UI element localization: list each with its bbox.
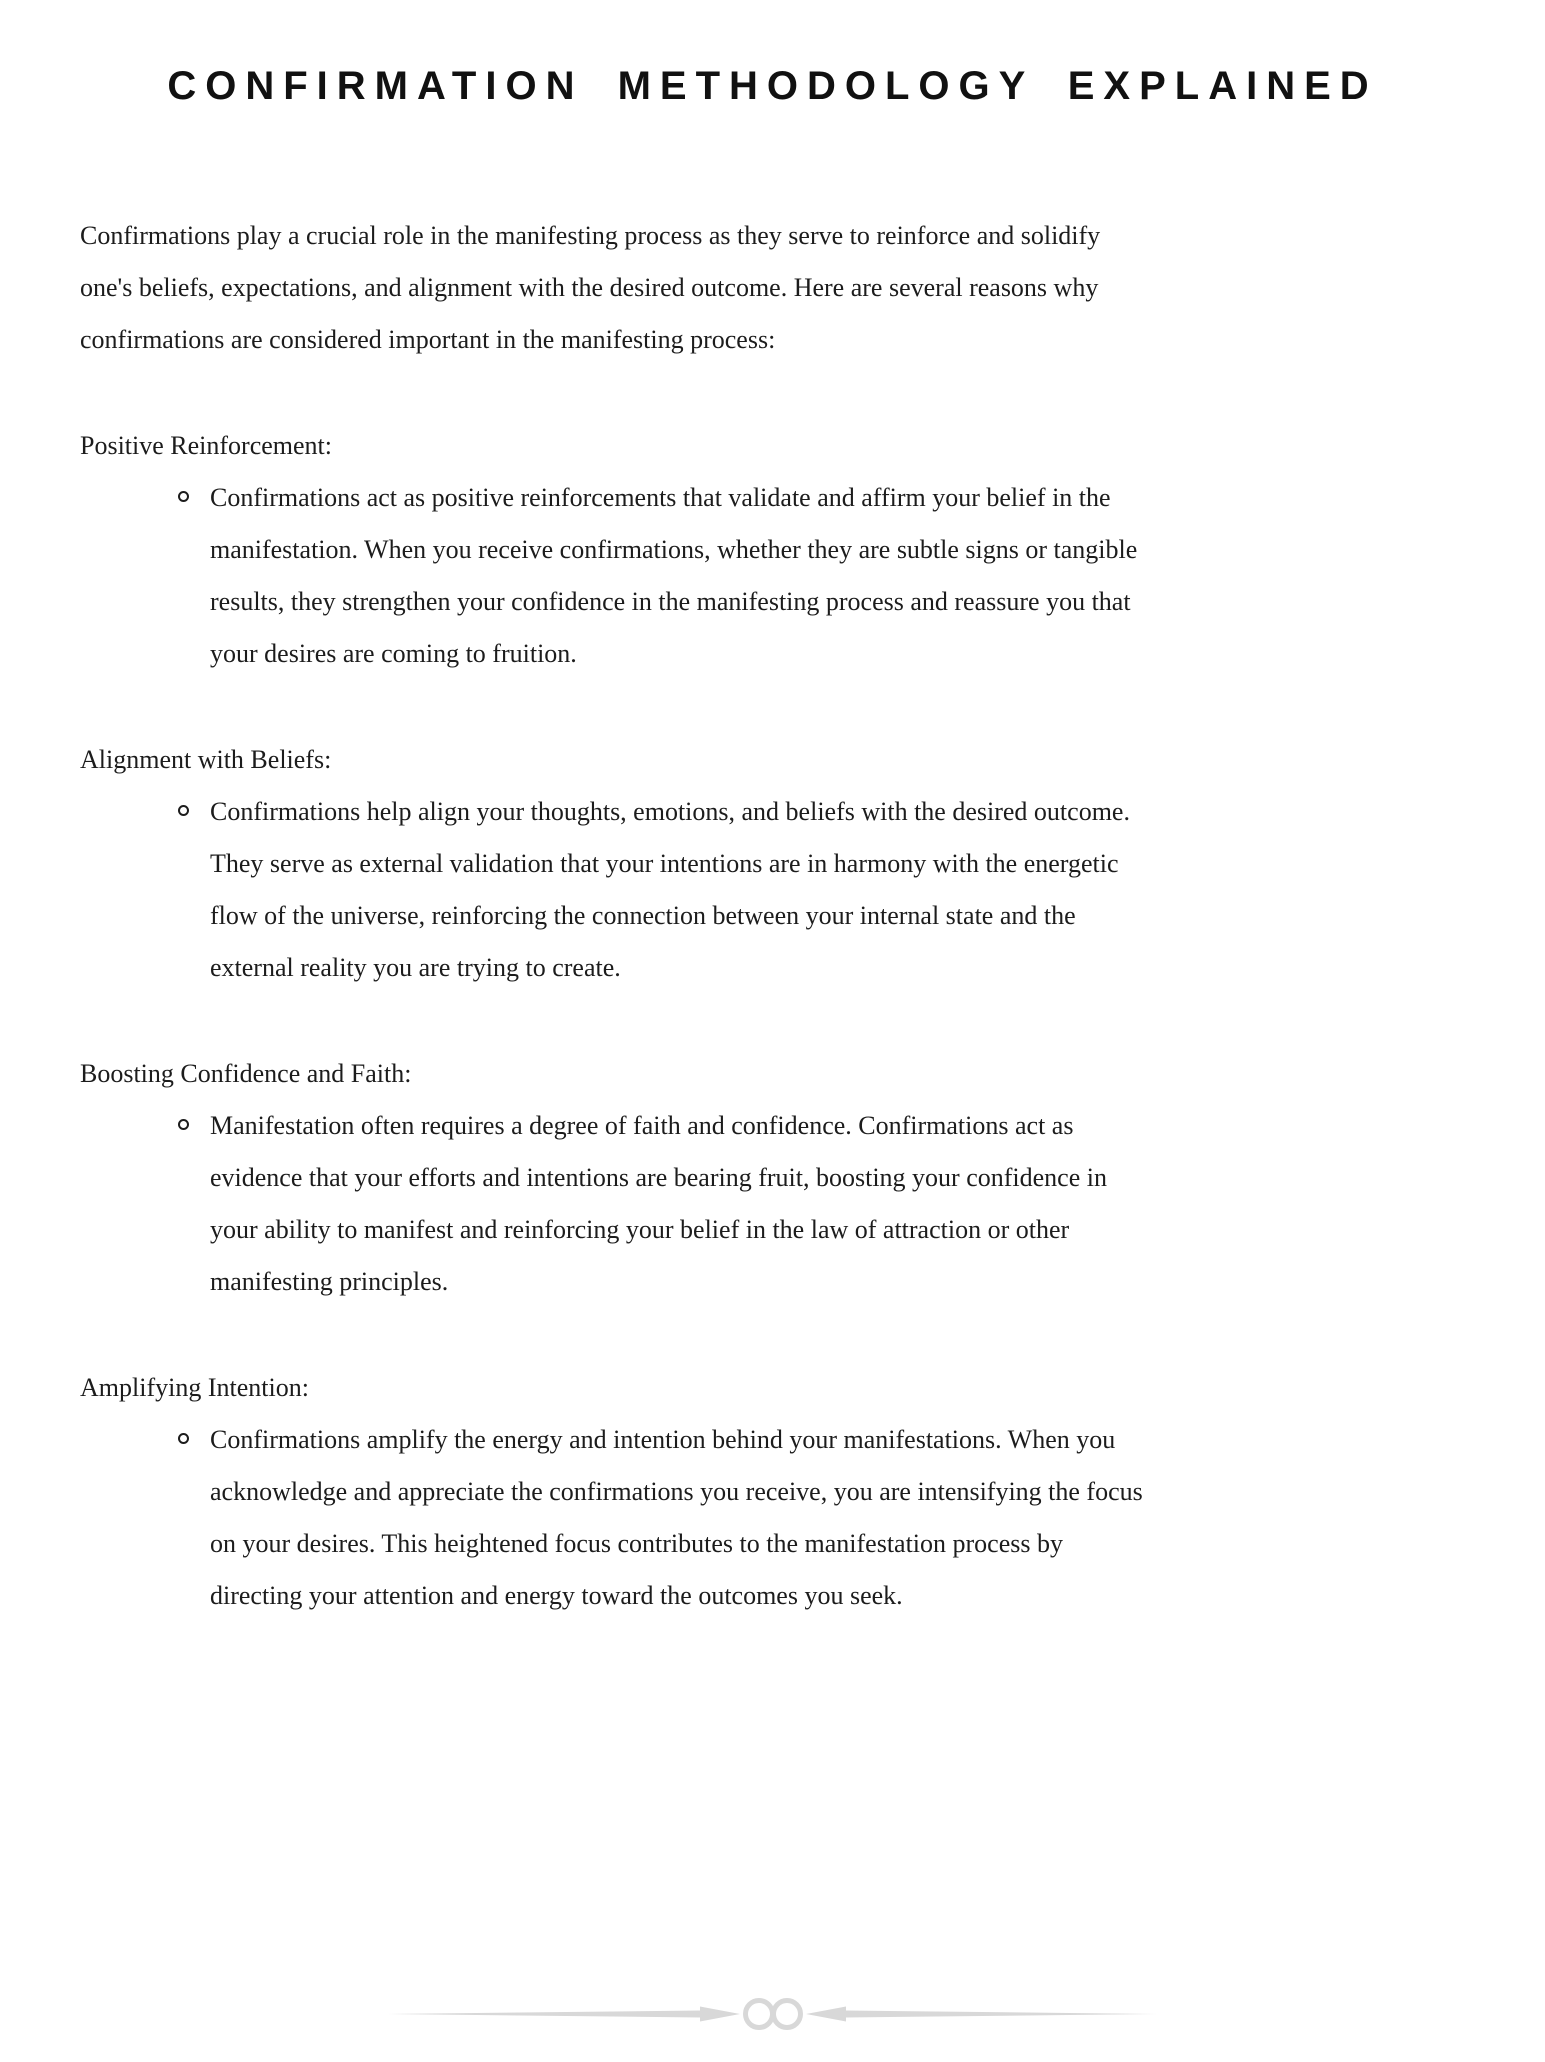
infinity-divider-icon xyxy=(388,1992,1158,2036)
list-item xyxy=(178,786,1152,994)
section-alignment-with-beliefs xyxy=(80,734,1152,994)
section-heading: Positive Reinforcement: xyxy=(80,431,333,460)
document-body xyxy=(0,210,1545,1622)
intro-paragraph: Confirmations play a crucial role in the manifesting process as they serve to reinforce and solidify one's beliefs, expectations, and alignment with the desired outcome. Here are several reasons why confirmations are considered important in the manifesting process: xyxy=(80,221,1101,354)
section-boosting-confidence xyxy=(80,1048,1152,1308)
circle-bullet-icon xyxy=(178,805,189,816)
bullet-text: Manifestation often requires a degree of faith and confidence. Confirmations act as evidence that your efforts and intentions are bearing fruit, boosting your confidence in your ability to manifest and reinforcing your belief in the law of attraction or other manifesting principles. xyxy=(210,1111,1107,1296)
section-positive-reinforcement xyxy=(80,420,1152,680)
document-page xyxy=(0,62,1545,2062)
section-heading: Amplifying Intention: xyxy=(80,1373,309,1402)
bullet-text: Confirmations help align your thoughts, emotions, and beliefs with the desired outcome. They serve as external validation that your intentions are in harmony with the energetic flow of the universe, reinforcing the connection between your internal state and the external reality you are trying to create. xyxy=(210,797,1130,982)
list-item xyxy=(178,472,1152,680)
bullet-text: Confirmations act as positive reinforcements that validate and affirm your belief in the manifestation. When you receive confirmations, whether they are subtle signs or tangible results, they strengthen your confidence in the manifesting process and reassure you that your desires are coming to fruition. xyxy=(210,483,1138,668)
footer-divider xyxy=(0,1992,1545,2036)
list-item xyxy=(178,1414,1152,1622)
list-item xyxy=(178,1100,1152,1308)
circle-bullet-icon xyxy=(178,1433,189,1444)
section-heading: Alignment with Beliefs: xyxy=(80,745,332,774)
section-heading: Boosting Confidence and Faith: xyxy=(80,1059,412,1088)
circle-bullet-icon xyxy=(178,1119,189,1130)
section-amplifying-intention xyxy=(80,1362,1152,1622)
page-title: CONFIRMATION METHODOLOGY EXPLAINED xyxy=(167,64,1378,108)
bullet-text: Confirmations amplify the energy and intention behind your manifestations. When you acknowledge and appreciate the confirmations you receive, you are intensifying the focus on your desires. This heightened focus contributes to the manifestation process by directing your attention and energy toward the outcomes you seek. xyxy=(210,1425,1143,1610)
circle-bullet-icon xyxy=(178,491,189,502)
